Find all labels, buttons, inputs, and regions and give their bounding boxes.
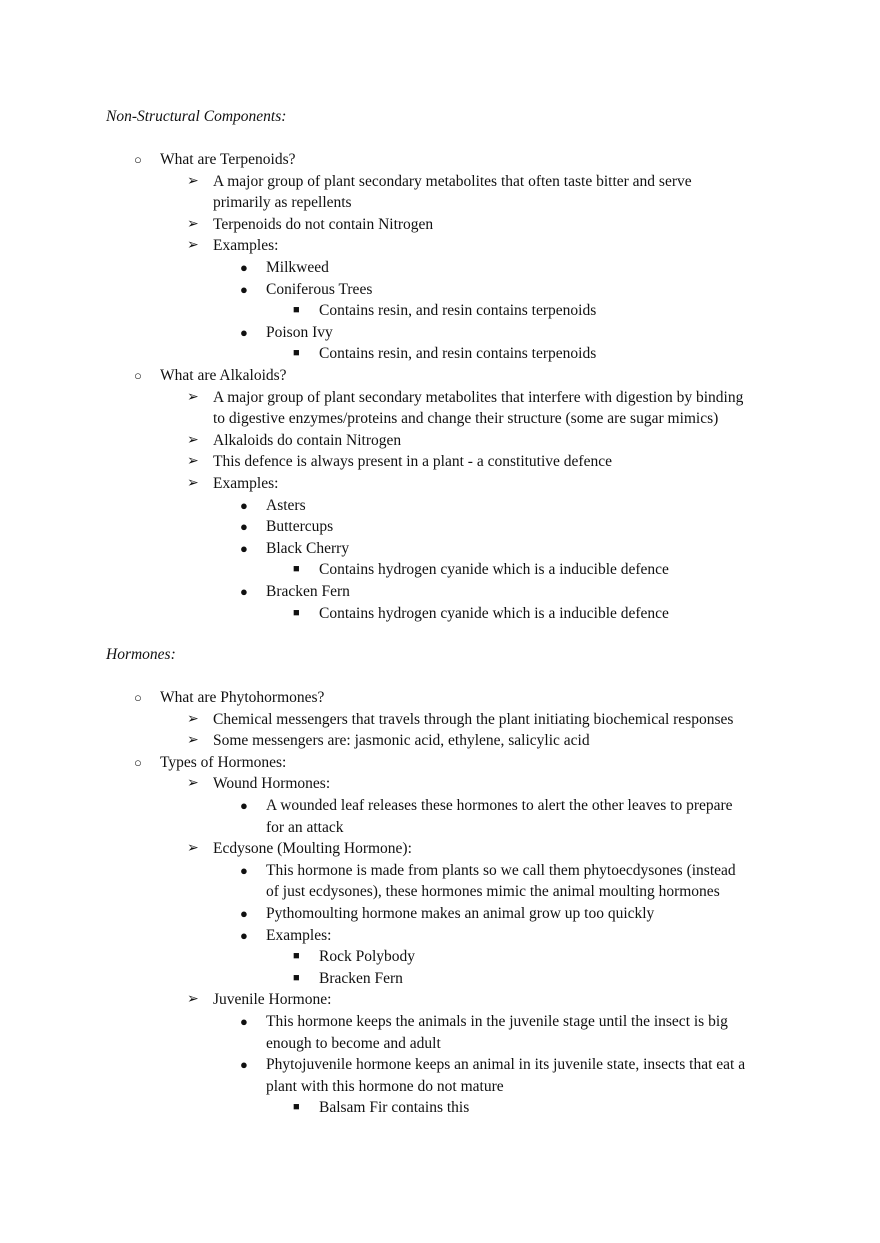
arrow-bullet-icon: ➢ [187,454,199,470]
list-item-level-2: Examples: [213,475,279,492]
list-item-level-2: Chemical messengers that travels through the plant initiating biochemical responses [213,710,734,728]
list-item-level-4: Contains hydrogen cyanide which is a inducible defence [319,604,669,622]
filled-circle-bullet-icon: ● [240,1014,248,1029]
list-item-continuation: for an attack [266,818,344,836]
hollow-circle-bullet-icon: ○ [134,368,142,383]
filled-circle-bullet-icon: ● [240,260,248,275]
filled-circle-bullet-icon: ● [240,519,248,535]
list-item-level-3: Bracken Fern [266,583,350,600]
filled-circle-bullet-icon: ● [240,1057,248,1073]
list-item-continuation: plant with this hormone do not mature [266,1077,504,1095]
filled-circle-bullet-icon: ● [240,497,248,513]
arrow-bullet-icon: ➢ [187,841,199,857]
square-bullet-icon: ■ [293,1101,300,1114]
filled-circle-bullet-icon: ● [240,927,248,943]
arrow-bullet-icon: ➢ [187,476,199,491]
filled-circle-bullet-icon: ● [240,324,248,340]
section-heading: Non-Structural Components: [106,108,287,125]
arrow-bullet-icon: ➢ [187,173,199,189]
list-item-level-3: Coniferous Trees [266,280,373,298]
list-item-level-2: Some messengers are: jasmonic acid, ethylene, salicylic acid [213,732,590,750]
list-item-level-2: Examples: [213,237,279,255]
square-bullet-icon: ■ [293,304,300,317]
square-bullet-icon: ■ [293,950,300,963]
list-item-level-1: What are Phytohormones? [160,689,325,706]
list-item-level-4: Balsam Fir contains this [319,1099,470,1117]
arrow-bullet-icon: ➢ [187,432,199,448]
list-item-level-3: Phytojuvenile hormone keeps an animal in its juvenile state, insects that eat a [266,1056,746,1074]
list-item-continuation: enough to become and adult [266,1034,441,1052]
list-item-level-1: What are Terpenoids? [160,151,296,168]
list-item-level-2: Wound Hormones: [213,775,331,793]
filled-circle-bullet-icon: ● [240,540,248,556]
list-item-level-4: Rock Polybody [319,948,416,966]
square-bullet-icon: ■ [293,971,300,984]
list-item-level-2: Ecdysone (Moulting Hormone): [213,840,412,858]
filled-circle-bullet-icon: ● [240,281,248,297]
list-item-level-3: Examples: [266,926,332,944]
list-item-level-1: What are Alkaloids? [160,367,287,384]
filled-circle-bullet-icon: ● [240,584,248,599]
list-item-level-4: Contains resin, and resin contains terpenoids [319,345,597,363]
list-item-level-3: Poison Ivy [266,323,333,341]
square-bullet-icon: ■ [293,563,300,576]
list-item-level-4: Bracken Fern [319,969,403,987]
list-item-level-3: Black Cherry [266,539,350,557]
arrow-bullet-icon: ➢ [187,776,199,792]
list-item-level-3: Milkweed [266,259,329,276]
list-item-level-3: This hormone is made from plants so we call them phytoecdysones (instead [266,861,736,879]
list-item-level-3: A wounded leaf releases these hormones to alert the other leaves to prepare [266,797,733,814]
hollow-circle-bullet-icon: ○ [134,754,142,770]
list-item-level-2: This defence is always present in a plant - a constitutive defence [213,453,612,471]
arrow-bullet-icon: ➢ [187,733,199,749]
square-bullet-icon: ■ [293,606,300,619]
arrow-bullet-icon: ➢ [187,992,199,1008]
arrow-bullet-icon: ➢ [187,238,199,254]
list-item-level-3: Pythomoulting hormone makes an animal grow up too quickly [266,905,655,922]
filled-circle-bullet-icon: ● [240,798,248,813]
arrow-bullet-icon: ➢ [187,216,199,232]
list-item-continuation: primarily as repellents [213,194,352,212]
list-item-level-2: A major group of plant secondary metabolites that often taste bitter and serve [213,172,692,190]
list-item-level-2: A major group of plant secondary metabolites that interfere with digestion by binding [213,388,744,406]
list-item-level-4: Contains hydrogen cyanide which is a inducible defence [319,561,669,579]
list-item-level-4: Contains resin, and resin contains terpenoids [319,302,597,320]
filled-circle-bullet-icon: ● [240,906,248,921]
list-item-level-1: Types of Hormones: [160,753,287,771]
list-item-level-3: Asters [266,496,306,514]
square-bullet-icon: ■ [293,347,300,360]
list-item-level-3: Buttercups [266,518,334,536]
hollow-circle-bullet-icon: ○ [134,690,142,705]
list-item-level-2: Terpenoids do not contain Nitrogen [213,215,434,233]
list-item-continuation: to digestive enzymes/proteins and change their structure (some are sugar mimics) [213,410,719,428]
filled-circle-bullet-icon: ● [240,862,248,878]
arrow-bullet-icon: ➢ [187,711,199,727]
list-item-level-3: This hormone keeps the animals in the juvenile stage until the insect is big [266,1013,728,1030]
section-heading: Hormones: [106,646,176,663]
list-item-level-2: Juvenile Hormone: [213,991,332,1009]
hollow-circle-bullet-icon: ○ [134,152,142,167]
list-item-continuation: of just ecdysones), these hormones mimic the animal moulting hormones [266,883,720,901]
list-item-level-2: Alkaloids do contain Nitrogen [213,431,402,449]
arrow-bullet-icon: ➢ [187,389,199,405]
